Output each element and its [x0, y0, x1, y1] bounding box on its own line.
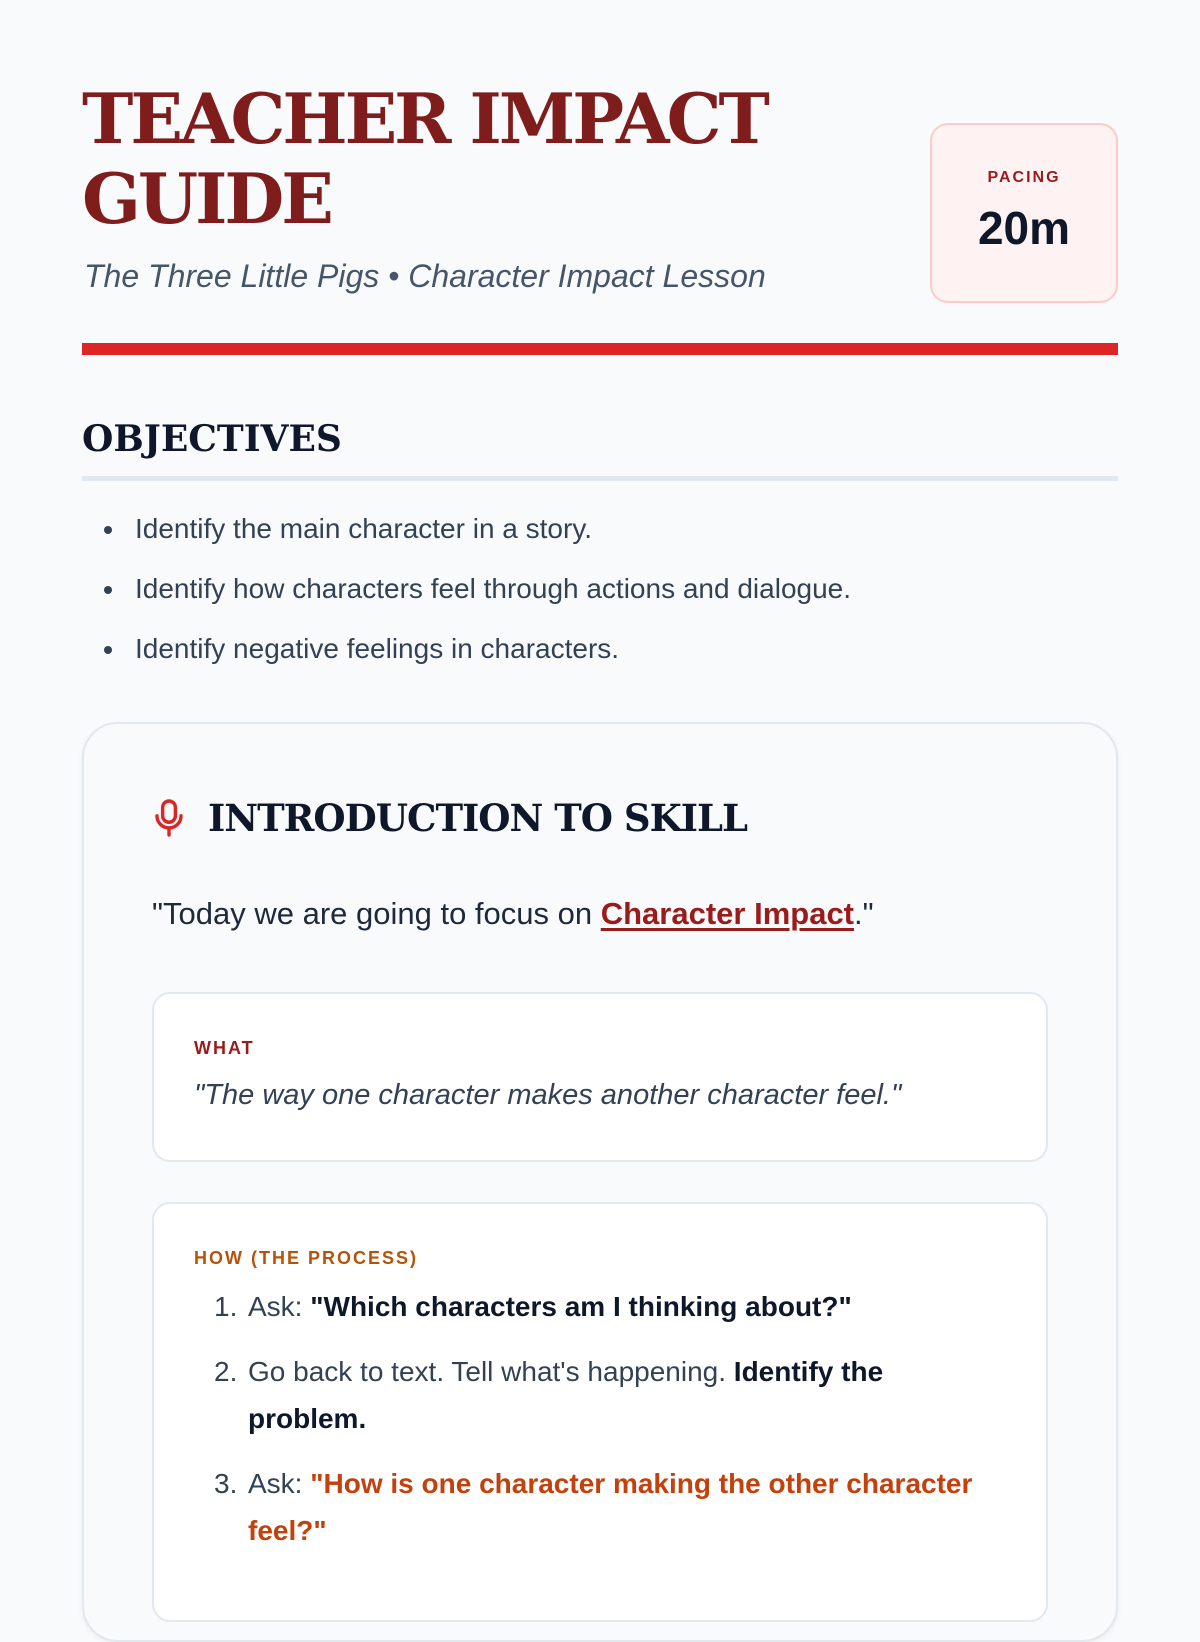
step-text: Ask:	[248, 1291, 311, 1322]
process-steps	[194, 1283, 1006, 1554]
step-text: Ask:	[248, 1468, 311, 1499]
introduction-heading: INTRODUCTION TO SKILL	[208, 796, 748, 840]
introduction-panel	[82, 722, 1118, 1642]
objective-item: Identify how characters feel through actions and dialogue.	[82, 559, 1118, 619]
pacing-card	[930, 123, 1118, 303]
process-step	[194, 1348, 1006, 1442]
objectives-list	[82, 499, 1118, 679]
step-emphasis: Identify the problem.	[248, 1356, 884, 1434]
quote-suffix: ."	[854, 896, 874, 931]
what-definition: "The way one character makes another character feel."	[194, 1079, 902, 1111]
header-divider	[82, 343, 1118, 355]
step-number: 2.	[214, 1356, 238, 1387]
what-label: WHAT	[194, 1038, 255, 1058]
step-emphasis: "How is one character making the other character feel?"	[248, 1468, 973, 1546]
page-title	[82, 80, 782, 240]
how-card	[152, 1202, 1048, 1622]
step-number: 1.	[214, 1291, 238, 1322]
title-line-2: GUIDE	[82, 159, 331, 240]
objective-item: Identify negative feelings in characters.	[82, 619, 1118, 679]
microphone-icon	[152, 798, 186, 838]
page-subtitle: The Three Little Pigs • Character Impact Lesson	[84, 258, 766, 294]
step-text: Go back to text. Tell what's happening.	[248, 1356, 734, 1387]
process-step	[194, 1283, 1006, 1330]
title-line-1: TEACHER IMPACT	[82, 79, 767, 160]
step-emphasis: "Which characters am I thinking about?"	[310, 1291, 852, 1322]
objective-item: Identify the main character in a story.	[82, 499, 1118, 559]
introduction-heading-row	[152, 796, 1048, 840]
character-impact-term: Character Impact	[600, 896, 855, 931]
objectives-heading: OBJECTIVES	[82, 418, 1118, 481]
what-card	[152, 992, 1048, 1162]
pacing-label: PACING	[987, 169, 1061, 186]
process-step	[194, 1460, 1006, 1554]
pacing-value: 20m	[977, 202, 1071, 254]
quote-prefix: "Today we are going to focus on	[152, 896, 601, 931]
step-number: 3.	[214, 1468, 238, 1499]
introduction-quote	[152, 896, 1048, 932]
how-label: HOW (THE PROCESS)	[194, 1248, 419, 1268]
header	[82, 0, 1118, 360]
